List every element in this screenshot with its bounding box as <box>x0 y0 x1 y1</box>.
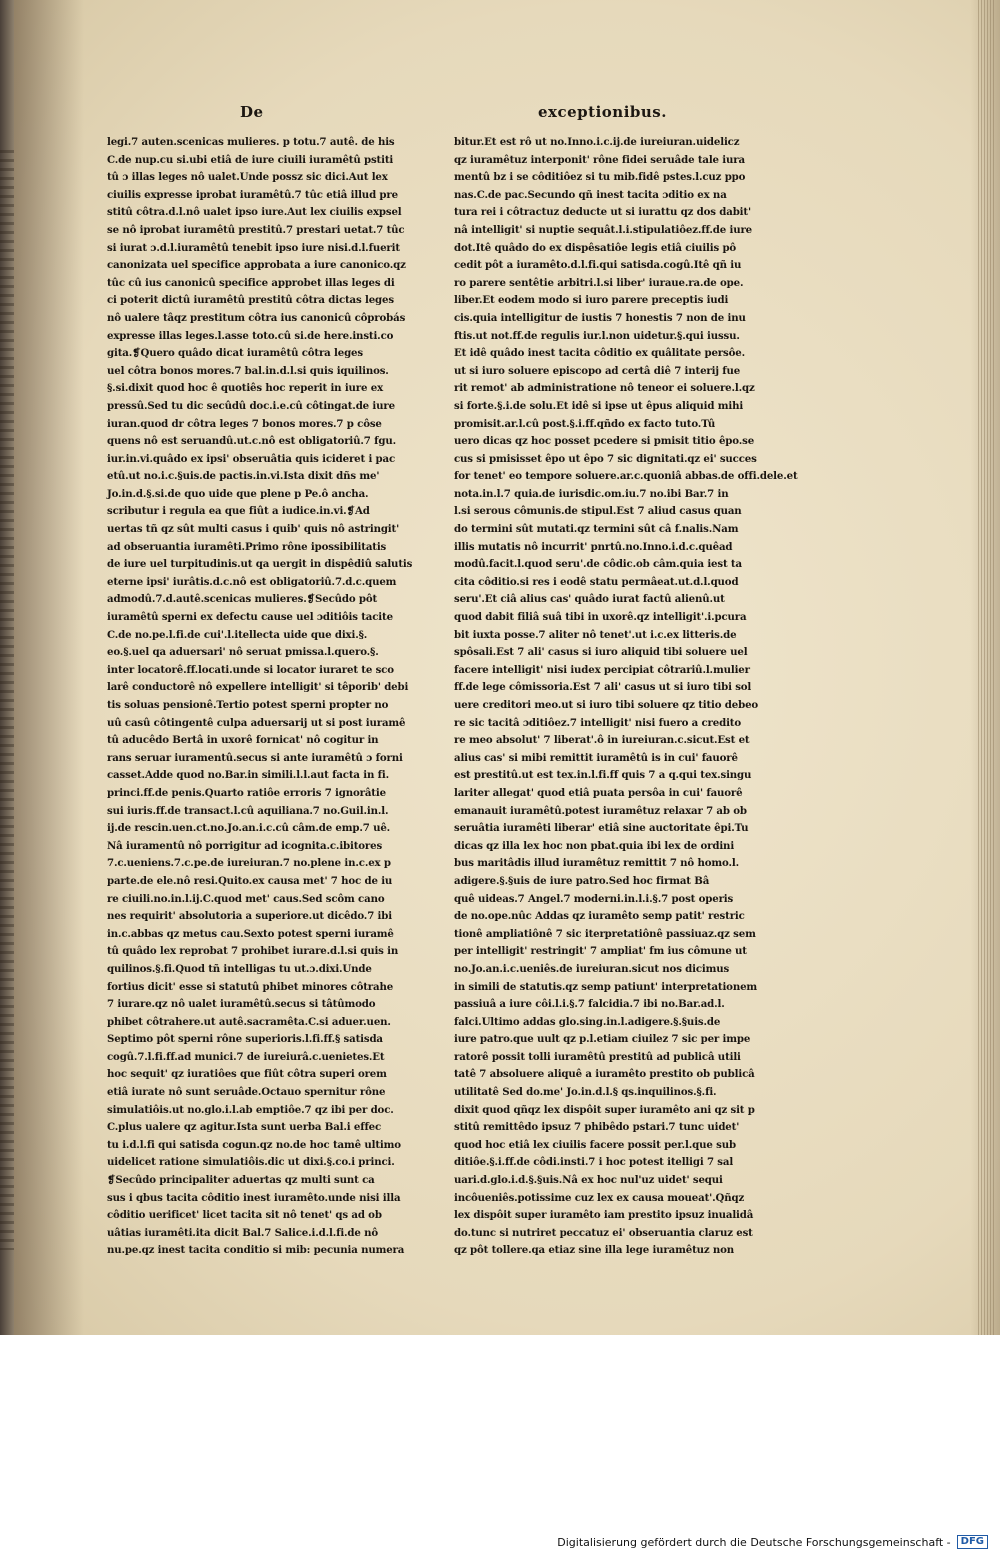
left-column-line: etiâ iurate nô sunt seruâde.Octauo spernitur rône <box>107 1086 386 1099</box>
right-column-line: nas.C.de pac.Secundo qñ inest tacita ɔditio ex na <box>454 188 727 201</box>
left-column-line: uel côtra bonos mores.7 bal.in.d.l.si quis iquilinos. <box>107 364 389 377</box>
right-column-line: nâ intelligit' si nuptie sequât.l.i.stipulatiôez.ff.de iure <box>454 223 752 236</box>
left-column-line: uâtias iuramêti.ita dicit Bal.7 Salice.i.d.l.fi.de nô <box>107 1226 379 1239</box>
right-column-line: passiuâ a iure côi.l.i.§.7 falcidia.7 ibi no.Bar.ad.l. <box>454 998 725 1011</box>
left-column-line: rans seruar iuramentû.secus si ante iuramêtû ɔ forni <box>107 751 403 764</box>
left-column-line: quens nô est seruandû.ut.c.nô est obligatoriû.7 fgu. <box>107 435 396 448</box>
left-column-line: eterne ipsi' iurâtis.d.c.nô est obligatoriû.7.d.c.quem <box>107 575 397 588</box>
left-column-line: inter locatorê.ff.locati.unde si locator iuraret te sco <box>107 663 394 676</box>
left-column-line: sus i qbus tacita côditio inest iuramêto.unde nisi illa <box>107 1191 401 1204</box>
left-column-line: iuran.quod dr côtra leges 7 bonos mores.7 p côse <box>107 417 382 430</box>
page-fore-edge-lines <box>978 0 994 1335</box>
left-column-line: hoc sequit' qz iuratiôes que fiût côtra superi orem <box>107 1068 387 1081</box>
left-column-line: iuramêtû sperni ex defectu cause uel ɔditiôis tacite <box>107 611 393 624</box>
right-column-line: nota.in.l.7 quia.de iurisdic.om.iu.7 no.ibi Bar.7 in <box>454 487 729 500</box>
right-column-line: no.Jo.an.i.c.ueniês.de iureiuran.sicut nos dicimus <box>454 962 730 975</box>
right-column-line: bus maritâdis illud iuramêtuz remittit 7 nô homo.l. <box>454 857 739 870</box>
right-column-line: do termini sût mutati.qz termini sût câ f.nalis.Nam <box>454 523 739 536</box>
left-column-line: se nô iprobat iuramêtû prestitû.7 prestari uetat.7 tûc <box>107 223 405 236</box>
left-column-line: nô ualere tâqz prestitum côtra ius canonicû côprobás <box>107 311 406 324</box>
right-column-line: tura rei i côtractuz deducte ut si iurattu qz dos dabit' <box>454 206 751 219</box>
left-column-line: nes requirit' absolutoria a superiore.ut dicêdo.7 ibi <box>107 910 392 923</box>
right-column-line: si forte.§.i.de solu.Et idê si ipse ut êpus aliquid mihi <box>454 399 744 412</box>
right-column-line: dot.Itê quâdo do ex dispêsatiôe legis etiâ ciuilis pô <box>454 241 737 254</box>
left-column-line: legi.7 auten.scenicas mulieres. p totu.7 autê. de his <box>107 136 395 148</box>
left-column-line: C.de nup.cu si.ubi etiâ de iure ciuili iuramêtû pstiti <box>107 153 394 166</box>
left-column-line: tû ɔ illas leges nô ualet.Unde possz sic dici.Aut lex <box>107 171 388 184</box>
left-column-line: stitû côtra.d.l.nô ualet ipso iure.Aut lex ciuilis expsel <box>107 206 402 219</box>
right-column-line: illis mutatis nô incurrit' pnrtû.no.Inno.i.d.c.quêad <box>454 540 733 553</box>
right-column-line: modû.facit.l.quod seru'.de côdic.ob câm.quia iest ta <box>454 558 742 571</box>
right-column-line: alius cas' si mibi remittit iuramêtû is in cui' fauorê <box>454 751 738 764</box>
left-text-column <box>107 134 413 1260</box>
right-column-line: stitû remittêdo ipsuz 7 phibêdo pstari.7 tunc uidet' <box>454 1121 740 1134</box>
left-column-line: tû quâdo lex reprobat 7 prohibet iurare.d.l.si quis in <box>107 945 399 958</box>
left-column-line: larê conductorê nô expellere intelligit' si têporib' debi <box>107 681 409 694</box>
right-column-line: do.tunc si nutriret peccatuz ei' obseruantia claruz est <box>454 1226 753 1239</box>
left-column-line: quilinos.§.fi.Quod tñ intelligas tu ut.ɔ.dixi.Unde <box>107 962 372 975</box>
left-column-line: pressû.Sed tu dic secûdû doc.i.e.cû côtingat.de iure <box>107 399 395 412</box>
right-column-line: rit remot' ab administratione nô teneor ei soluere.l.qz <box>454 382 755 395</box>
viewer-bottom-area <box>0 1335 1000 1550</box>
running-head-right: exceptionibus. <box>538 103 667 121</box>
right-column-line: facere intelligit' nisi iudex percipiat côtrariû.l.mulier <box>454 663 750 676</box>
left-column-line: Nâ iuramentû nô porrigitur ad icognita.c.ibitores <box>107 839 383 852</box>
left-column-line: ciuilis expresse iprobat iuramêtû.7 tûc etiâ illud pre <box>107 188 398 201</box>
right-column-line: falci.Ultimo addas glo.sing.in.l.adigere.§.§uis.de <box>454 1015 721 1028</box>
left-column-line: Septimo pôt sperni rône superioris.l.fi.ff.§ satisda <box>107 1033 383 1046</box>
left-column-line: cogû.7.l.fi.ff.ad munici.7 de iureiurâ.c.uenietes.Et <box>107 1050 385 1063</box>
left-column-line: casset.Adde quod no.Bar.in simili.l.l.aut facta in fi. <box>107 769 389 782</box>
left-column-line: 7 iurare.qz nô ualet iuramêtû.secus si tâtûmodo <box>107 998 376 1011</box>
left-column-line: simulatiôis.ut no.glo.i.l.ab emptiôe.7 qz ibi per doc. <box>107 1103 394 1116</box>
right-column-line: dixit quod qñqz lex dispôit super iuramêto ani qz sit p <box>454 1103 755 1116</box>
right-column-line: in simili de statutis.qz semp patiunt' interpretationem <box>454 980 758 993</box>
left-column-line: ❡Secûdo principaliter aduertas qz multi sunt ca <box>107 1174 375 1187</box>
right-column-line: cita côditio.si res i eodê statu permâeat.ut.d.l.quod <box>454 575 739 588</box>
right-column-line: spôsali.Est 7 ali' casus si iuro aliquid tibi soluere uel <box>454 646 748 659</box>
left-column-line: tu i.d.l.fi qui satisda cogun.qz no.de hoc tamê ultimo <box>107 1138 401 1151</box>
left-column-line: côditio uerificet' licet tacita sit nô tenet' qs ad ob <box>107 1209 382 1222</box>
right-column-line: adigere.§.§uis de iure patro.Sed hoc firmat Bâ <box>454 874 710 887</box>
left-column-line: ij.de rescin.uen.ct.no.Jo.an.i.c.cû câm.de emp.7 uê. <box>107 822 391 835</box>
right-column-line: Et idê quâdo inest tacita côditio ex quâlitate persôe. <box>454 347 745 360</box>
right-column-line: for tenet' eo tempore soluere.ar.c.quoniâ abbas.de offi.dele.et <box>454 470 798 483</box>
right-column-line: seruâtia iuramêti liberar' etiâ sine auctoritate êpi.Tu <box>454 822 749 835</box>
left-column-line: C.de no.pe.l.fi.de cui'.l.itellecta uide que dixi.§. <box>107 628 368 641</box>
right-column-line: cus si pmisisset êpo ut êpo 7 sic dignitati.qz ei' succes <box>454 452 757 465</box>
right-column-line: tatê 7 absoluere aliquê a iuramêto prestito ob publicâ <box>454 1068 755 1081</box>
right-column-line: ratorê possit tolli iuramêtû prestitû ad publicâ utili <box>454 1050 741 1063</box>
left-column-line: gita.❡Quero quâdo dicat iuramêtû côtra leges <box>107 347 363 360</box>
right-column-line: uari.d.glo.i.d.§.§uis.Nâ ex hoc nul'uz uidet' sequi <box>454 1174 723 1187</box>
right-column-line: ff.de lege cômissoria.Est 7 ali' casus ut si iuro tibi sol <box>454 681 752 694</box>
left-column-line: tis soluas pensionê.Tertio potest sperni propter no <box>107 699 389 711</box>
right-column-line: promisit.ar.l.cû post.§.i.ff.qñdo ex facto tuto.Tû <box>454 417 716 430</box>
left-column-line: Jo.in.d.§.si.de quo uide que plene p Pe.ô ancha. <box>107 487 369 500</box>
right-column-line: lex dispôit super iuramêto iam prestito ipsuz inualidâ <box>454 1209 754 1222</box>
page-gutter-shadow <box>14 0 84 1335</box>
right-column-line: seru'.Et ciâ alius cas' quâdo iurat factû alienû.ut <box>454 593 725 606</box>
right-column-line: quod hoc etiâ lex ciuilis facere possit per.l.que sub <box>454 1138 736 1151</box>
right-column-line: quod dabit filiâ suâ tibi in uxorê.qz intelligit'.i.pcura <box>454 611 747 624</box>
right-column-line: ditiôe.§.i.ff.de côdi.insti.7 i hoc potest itelligi 7 sal <box>454 1156 734 1169</box>
left-column-line: sui iuris.ff.de transact.l.cû aquiliana.7 no.Guil.in.l. <box>107 804 389 817</box>
left-column-line: tûc cû ius canonicû specifice approbet illas leges di <box>107 276 395 289</box>
left-column-line: admodû.7.d.autê.scenicas mulieres.❡Secûdo pôt <box>107 593 378 606</box>
left-column-line: ci poterit dictû iuramêtû prestitû côtra dictas leges <box>107 294 394 307</box>
right-column-line: utilitatê Sed do.me' Jo.in.d.l.§ qs.inquilinos.§.fi. <box>454 1086 717 1099</box>
left-column-line: de iure uel turpitudinis.ut qa uergit in dispêdiû salutis <box>107 558 413 571</box>
right-column-line: ro parere sentêtie arbitri.l.si liber' iuraue.ra.de ope. <box>454 276 744 289</box>
left-column-line: iur.in.vi.quâdo ex ipsi' obseruâtia quis icideret i pac <box>107 452 396 465</box>
left-column-line: parte.de ele.nô resi.Quito.ex causa met' 7 hoc de iu <box>107 874 393 887</box>
right-column-line: liber.Et eodem modo si iuro parere preceptis iudi <box>454 294 729 307</box>
right-column-line: mentû bz i se côditiôez si tu mib.fidê pstes.l.cuz ppo <box>454 171 746 184</box>
right-column-line: re sic tacitâ ɔditiôez.7 intelligit' nisi fuero a credito <box>454 716 741 729</box>
left-column-line: 7.c.ueniens.7.c.pe.de iureiuran.7 no.plene in.c.ex p <box>107 857 391 870</box>
left-column-line: uû casû côtingentê culpa aduersarij ut si post iuramê <box>107 716 406 729</box>
right-column-line: uero dicas qz hoc posset pcedere si pmisit titio êpo.se <box>454 435 755 448</box>
left-column-line: C.plus ualere qz agitur.Ista sunt uerba Bal.i effec <box>107 1121 382 1134</box>
left-column-line: §.si.dixit quod hoc ê quotiês hoc reperit in iure ex <box>107 382 384 395</box>
right-column-line: incôueniês.potissime cuz lex ex causa moueat'.Qñqz <box>454 1191 745 1204</box>
right-column-line: qz pôt tollere.qa etiaz sine illa lege iuramêtuz non <box>454 1244 735 1257</box>
left-column-line: eo.§.uel qa aduersari' nô seruat pmissa.l.quero.§. <box>107 646 379 659</box>
right-text-column <box>454 134 798 1260</box>
left-column-line: fortius dicit' esse si statutû phibet minores côtrahe <box>107 980 394 993</box>
left-column-line: etû.ut no.i.c.§uis.de pactis.in.vi.Ista dixit dñs me' <box>107 470 380 483</box>
left-column-line: ad obseruantia iuramêti.Primo rône ipossibilitatis <box>107 540 387 553</box>
right-column-line: ut si iuro soluere episcopo ad certâ diê 7 interij fue <box>454 364 741 377</box>
right-column-line: uere creditori meo.ut si iuro tibi soluere qz titio debeo <box>454 699 759 711</box>
right-column-line: ftis.ut not.ff.de regulis iur.l.non uidetur.§.qui iussu. <box>454 329 740 342</box>
left-column-line: princi.ff.de penis.Quarto ratiôe erroris 7 ignorâtie <box>107 786 386 799</box>
running-head-left: De <box>240 103 264 121</box>
right-column-line: de no.ope.nûc Addas qz iuramêto semp patit' restric <box>454 910 745 923</box>
left-column-line: scributur i regula ea que fiût a iudice.in.vi.❡Ad <box>107 505 370 518</box>
left-column-line: re ciuili.no.in.l.ij.C.quod met' caus.Sed scôm cano <box>107 892 385 905</box>
left-column-line: expresse illas leges.l.asse toto.cû si.de here.insti.co <box>107 329 394 342</box>
right-column-line: est prestitû.ut est tex.in.l.fi.ff quis 7 a q.qui tex.singu <box>454 769 752 782</box>
left-column-line: uertas tñ qz sût multi casus i quib' quis nô astringit' <box>107 523 400 536</box>
left-column-line: si iurat ɔ.d.l.iuramêtû tenebit ipso iure nisi.d.l.fuerit <box>107 241 400 254</box>
left-column-line: phibet côtrahere.ut autê.sacramêta.C.si aduer.uen. <box>107 1015 391 1028</box>
right-column-line: iure patro.que uult qz p.l.etiam ciuilez 7 sic per impe <box>454 1033 751 1046</box>
left-column-line: canonizata uel specifice approbata a iure canonico.qz <box>107 259 406 272</box>
right-column-line: qz iuramêtuz interponit' rône fidei seruâde tale iura <box>454 153 745 166</box>
left-column-line: nu.pe.qz inest tacita conditio si mib: pecunia numera <box>107 1244 405 1257</box>
right-column-line: cis.quia intelligitur de iustis 7 honestis 7 non de inu <box>454 311 746 324</box>
right-column-line: re meo absolut' 7 liberat'.ô in iureiuran.c.sicut.Est et <box>454 734 750 747</box>
right-column-line: emanauit iuramêtû.potest iuramêtuz relaxar 7 ab ob <box>454 804 747 817</box>
left-column-line: uidelicet ratione simulatiôis.dic ut dixi.§.co.i princi. <box>107 1156 395 1169</box>
right-column-line: bit iuxta posse.7 aliter nô tenet'.ut i.c.ex litteris.de <box>454 628 737 641</box>
right-column-line: lariter allegat' quod etiâ puata persôa in cui' fauorê <box>454 786 743 799</box>
funding-credit-text: Digitalisierung gefördert durch die Deutsche Forschungsgemeinschaft - <box>557 1535 951 1549</box>
funding-credit <box>557 1535 988 1549</box>
left-column-line: in.c.abbas qz metus cau.Sexto potest sperni iuramê <box>107 927 394 940</box>
right-column-line: tionê ampliatiônê 7 sic iterpretatiônê passiuaz.qz sem <box>454 927 756 940</box>
right-column-line: bitur.Et est rô ut no.Inno.i.c.ij.de iureiuran.uidelicz <box>454 136 740 148</box>
right-column-line: per intelligit' restringit' 7 ampliat' fm ius cômune ut <box>454 945 747 958</box>
left-column-line: tû aducêdo Bertâ in uxorê fornicat' nô cogitur in <box>107 734 379 747</box>
right-column-line: l.si serous cômunis.de stipul.Est 7 aliud casus quan <box>454 505 742 518</box>
right-column-line: quê uideas.7 Angel.7 moderni.in.l.i.§.7 post operis <box>454 892 734 905</box>
dfg-logo: DFG <box>957 1535 988 1549</box>
right-column-line: dicas qz illa lex hoc non pbat.quia ibi lex de ordini <box>454 839 735 852</box>
right-column-line: cedit pôt a iuramêto.d.l.fi.qui satisda.cogû.Itê qñ iu <box>454 259 742 272</box>
